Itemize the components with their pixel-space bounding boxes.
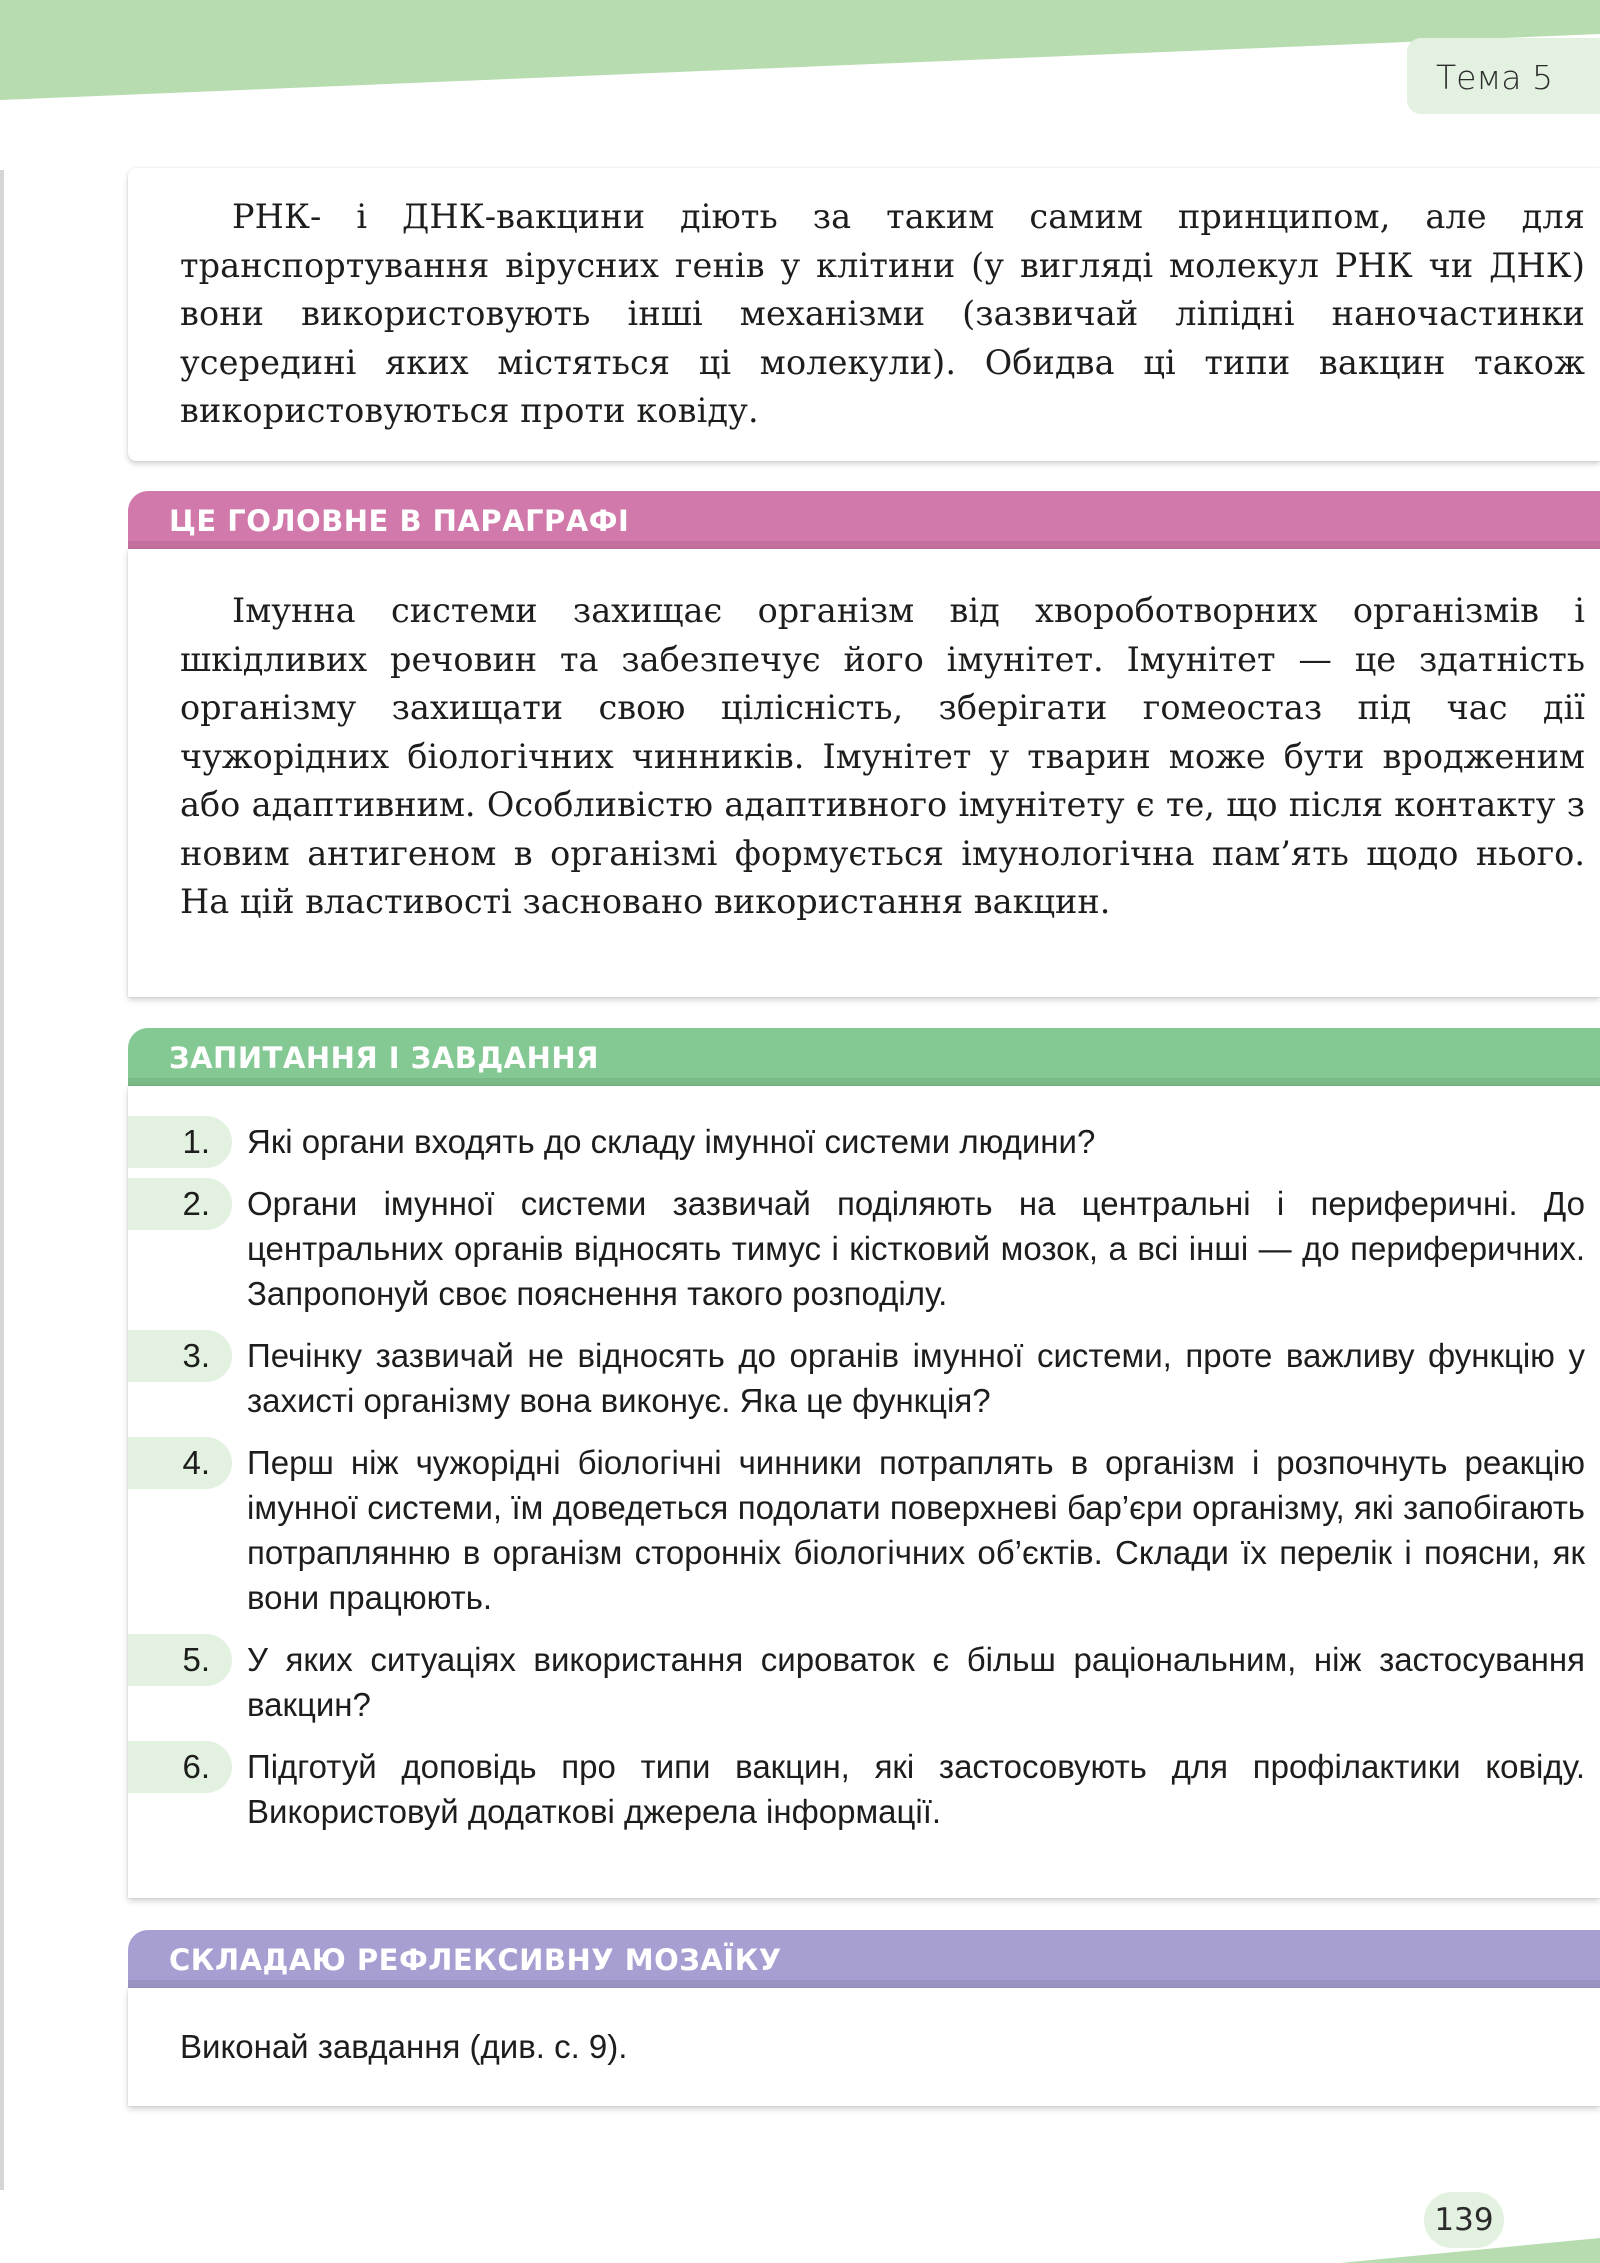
questions-card bbox=[128, 1086, 1600, 1898]
question-text: У яких ситуаціях використання сироваток є більш раціональним, ніж застосування вакцин? bbox=[247, 1641, 1585, 1723]
topic-label: Тема 5 bbox=[1435, 58, 1554, 97]
question-number: 3. bbox=[128, 1330, 232, 1382]
question-text: Які органи входять до складу імунної системи людини? bbox=[247, 1123, 1096, 1160]
question-item bbox=[128, 1634, 1600, 1727]
intro-paragraph: РНК- і ДНК-вакцини діють за таким самим принципом, але для транспортування вірусних генів у клітини (у вигляді молекул РНК чи ДНК) вони використовують інші механізми (зазвичай ліпідні наночастинки усередині яких містяться ці молекули). Обидва ці типи вакцин також використовуються проти ковіду. bbox=[180, 197, 1585, 430]
main-points-card bbox=[128, 549, 1600, 997]
question-text: Органи імунної системи зазвичай поділяють на центральні і периферичні. До центральних органів відносять тимус і кістковий мозок, а всі інші — до периферичних. Запропонуй своє пояснення такого розподілу. bbox=[247, 1185, 1585, 1312]
question-number: 5. bbox=[128, 1634, 232, 1686]
question-number: 6. bbox=[128, 1741, 232, 1793]
question-text: Печінку зазвичай не відносять до органів імунної системи, проте важливу функцію у захисті організму вона виконує. Яка це функція? bbox=[247, 1337, 1585, 1419]
main-points-paragraph: Імунна системи захищає організм від хвороботворних організмів і шкідливих речовин та забезпечує його імунітет. Імунітет — це здатність організму захищати свою цілісність, зберігати гомеостаз під час дії чужорідних біологічних чинників. Імунітет у тварин може бути вродженим або адаптивним. Особливістю адаптивного імунітету є те, що після контакту з новим антигеном в організмі формується імунологічна пам’ять щодо нього. На цій властивості засновано використання вакцин. bbox=[180, 591, 1585, 921]
top-decorative-band bbox=[0, 0, 1600, 110]
question-text: Підготуй доповідь про типи вакцин, які застосовують для профілактики ковіду. Використовуй додаткові джерела інформації. bbox=[247, 1748, 1585, 1830]
question-item bbox=[128, 1741, 1600, 1834]
main-points-header bbox=[128, 491, 1600, 553]
intro-card bbox=[128, 168, 1600, 461]
question-text: Перш ніж чужорідні біологічні чинники потраплять в організм і розпочнуть реакцію імунної системи, їм доведеться подолати поверхневі бар’єри організму, які запобігають потраплянню в організм сторонніх біологічних об’єктів. Склади їх перелік і поясни, як вони працюють. bbox=[247, 1444, 1585, 1616]
question-item bbox=[128, 1178, 1600, 1316]
questions-header bbox=[128, 1028, 1600, 1090]
questions-title: ЗАПИТАННЯ І ЗАВДАННЯ bbox=[169, 1041, 599, 1075]
reflection-title: СКЛАДАЮ РЕФЛЕКСИВНУ МОЗАЇКУ bbox=[169, 1943, 782, 1977]
question-item bbox=[128, 1330, 1600, 1423]
question-item bbox=[128, 1437, 1600, 1620]
left-margin-rule bbox=[0, 170, 4, 2190]
main-points-title: ЦЕ ГОЛОВНЕ В ПАРАГРАФІ bbox=[169, 504, 630, 538]
bottom-decorative-band bbox=[1340, 2230, 1600, 2263]
topic-tab bbox=[1407, 38, 1600, 114]
reflection-header bbox=[128, 1930, 1600, 1992]
reflection-task: Виконай завдання (див. с. 9). bbox=[180, 2028, 628, 2065]
reflection-card bbox=[128, 1988, 1600, 2106]
questions-list bbox=[128, 1116, 1600, 1848]
page-number: 139 bbox=[1434, 2202, 1494, 2238]
question-number: 4. bbox=[128, 1437, 232, 1489]
question-number: 2. bbox=[128, 1178, 232, 1230]
question-item bbox=[128, 1116, 1600, 1164]
question-number: 1. bbox=[128, 1116, 232, 1168]
